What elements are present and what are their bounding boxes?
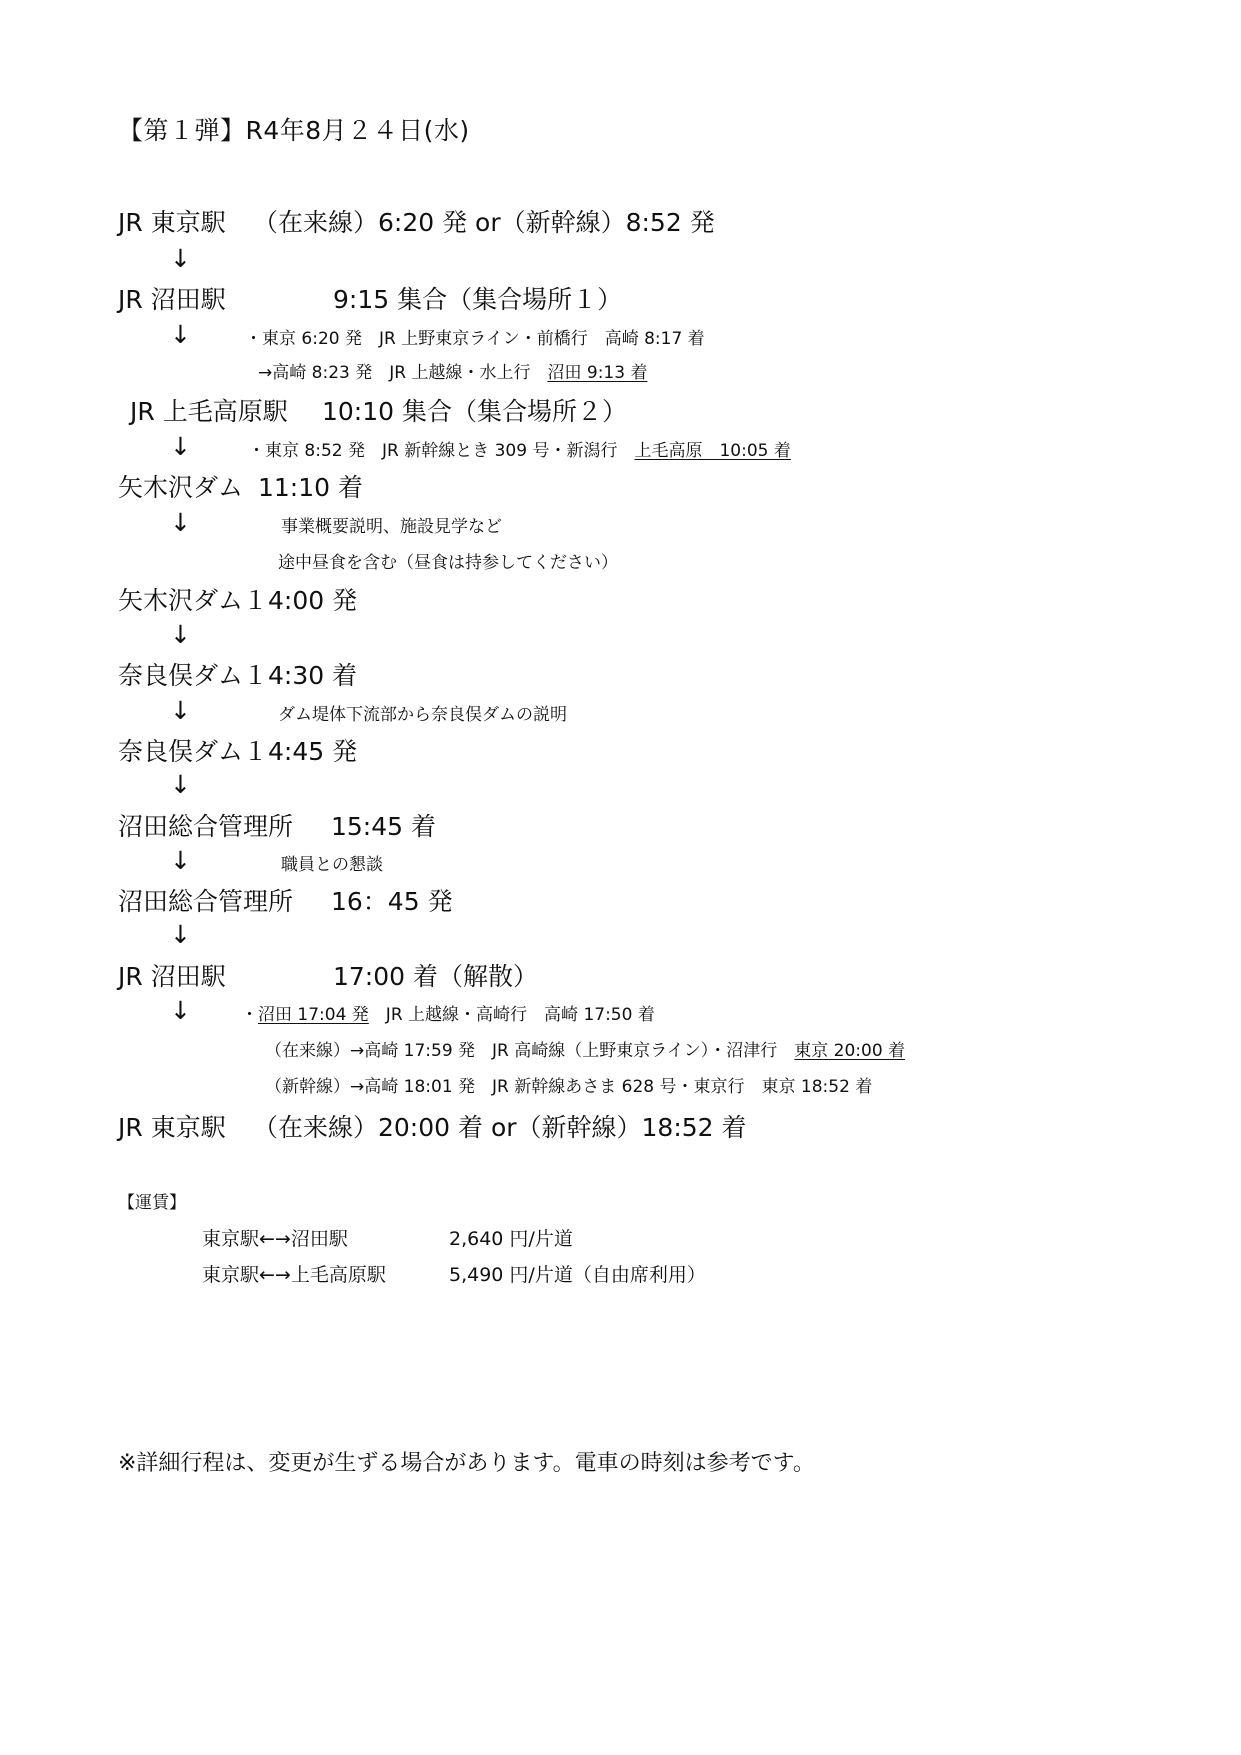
stop-numata-meet-name: JR 沼田駅 xyxy=(118,285,226,314)
return-note-1-post: JR 上越線・高崎行 高崎 17:50 着 xyxy=(368,1005,655,1025)
stop-office-arrive-name: 沼田総合管理所 xyxy=(118,812,294,841)
return-note-2-underlined: 東京 20:00 着 xyxy=(794,1041,906,1061)
down-arrow-icon: ↓ xyxy=(170,432,191,461)
down-arrow-icon: ↓ xyxy=(170,696,191,725)
route1-line2-note xyxy=(258,358,647,383)
stop-numata-dismiss-detail: 17:00 着（解散） xyxy=(333,962,538,991)
stop-tokyo-arrive-detail: （在来線）20:00 着 or（新幹線）18:52 着 xyxy=(253,1113,747,1142)
return-note-1-pre: ・ xyxy=(241,1005,258,1025)
route1-line1-text: ・東京 6:20 発 JR 上野東京ライン・前橋行 高崎 8:17 着 xyxy=(245,329,705,349)
return-note-3-text: （新幹線）→高崎 18:01 発 JR 新幹線あさま 628 号・東京行 東京 18:52 着 xyxy=(265,1077,873,1097)
page-title: 【第１弾】R4年8月２４日(水) xyxy=(118,116,470,145)
stop-office-depart-detail: 16：45 発 xyxy=(331,887,453,916)
return-note-3 xyxy=(265,1072,872,1097)
stop-tokyo-depart-name: JR 東京駅 xyxy=(118,208,226,237)
down-arrow-icon: ↓ xyxy=(170,244,191,273)
route2-underlined: 上毛高原 10:05 着 xyxy=(634,441,791,461)
down-arrow-icon: ↓ xyxy=(170,996,191,1025)
fare-route-numata: 東京駅←→沼田駅 xyxy=(202,1228,348,1250)
stop-office-arrive-detail: 15:45 着 xyxy=(331,812,436,841)
return-note-2-text: （在来線）→高崎 17:59 発 JR 高崎線（上野東京ライン）・沼津行 xyxy=(265,1041,795,1061)
stop-yagisawa-arrive-name: 矢木沢ダム xyxy=(118,473,244,502)
fare-price-jomokogen: 5,490 円/片道（自由席利用） xyxy=(449,1264,706,1286)
route1-line2-text: →高崎 8:23 発 JR 上越線・水上行 xyxy=(258,363,548,383)
stop-tokyo-depart-detail: （在来線）6:20 発 or（新幹線）8:52 発 xyxy=(253,208,715,237)
stop-jomokogen-meet-name: JR 上毛高原駅 xyxy=(130,397,288,426)
stop-jomokogen-meet-detail: 10:10 集合（集合場所２） xyxy=(322,397,627,426)
stop-numata-meet-detail: 9:15 集合（集合場所１） xyxy=(333,285,623,314)
route1-line2-underlined: 沼田 9:13 着 xyxy=(547,363,648,383)
stop-naramata-depart: 奈良俣ダム１4:45 発 xyxy=(118,737,358,766)
footer-note: ※詳細行程は、変更が生ずる場合があります。電車の時刻は参考です。 xyxy=(118,1451,815,1476)
down-arrow-icon: ↓ xyxy=(170,620,191,649)
office-note: 職員との懇談 xyxy=(281,855,383,875)
fare-route-jomokogen: 東京駅←→上毛高原駅 xyxy=(202,1264,386,1286)
route1-line1-note xyxy=(245,324,705,349)
down-arrow-icon: ↓ xyxy=(170,508,191,537)
fare-price-numata: 2,640 円/片道 xyxy=(449,1228,573,1250)
return-note-1-underlined: 沼田 17:04 発 xyxy=(258,1005,369,1025)
down-arrow-icon: ↓ xyxy=(170,320,191,349)
fare-heading: 【運賃】 xyxy=(118,1193,186,1213)
yagisawa-note-2: 途中昼食を含む（昼食は持参してください） xyxy=(278,553,618,573)
stop-numata-dismiss-name: JR 沼田駅 xyxy=(118,962,226,991)
route2-note xyxy=(248,436,791,461)
down-arrow-icon: ↓ xyxy=(170,770,191,799)
naramata-note: ダム堤体下流部から奈良俣ダムの説明 xyxy=(278,705,567,725)
return-note-2 xyxy=(265,1036,905,1061)
yagisawa-note-1: 事業概要説明、施設見学など xyxy=(281,517,502,537)
stop-yagisawa-arrive-detail: 11:10 着 xyxy=(258,473,363,502)
stop-yagisawa-depart: 矢木沢ダム１4:00 発 xyxy=(118,586,358,615)
return-note-1 xyxy=(241,1000,655,1025)
down-arrow-icon: ↓ xyxy=(170,920,191,949)
stop-naramata-arrive: 奈良俣ダム１4:30 着 xyxy=(118,661,358,690)
route2-text: ・東京 8:52 発 JR 新幹線とき 309 号・新潟行 xyxy=(248,441,635,461)
stop-office-depart-name: 沼田総合管理所 xyxy=(118,887,294,916)
down-arrow-icon: ↓ xyxy=(170,846,191,875)
stop-tokyo-arrive-name: JR 東京駅 xyxy=(118,1113,226,1142)
